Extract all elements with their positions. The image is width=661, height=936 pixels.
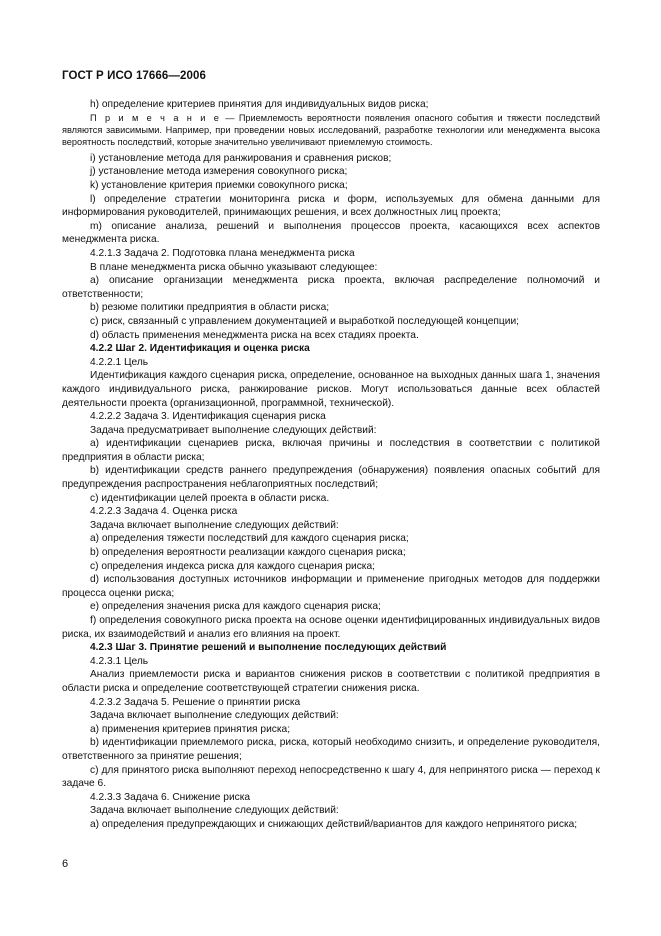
- page-number: 6: [62, 858, 69, 870]
- note-label: П р и м е ч а н и е: [90, 112, 221, 123]
- list-item: c) для принятого риска выполняют переход непосредственно к шагу 4, для непринятого риска — переход к задаче 6.: [62, 764, 600, 790]
- list-item: b) определения вероятности реализации каждого сценария риска;: [90, 547, 406, 559]
- subsection-heading: 4.2.3.3 Задача 6. Снижение риска: [90, 791, 251, 803]
- subsection-heading: 4.2.3.2 Задача 5. Решение о принятии риска: [90, 696, 301, 708]
- document-header: ГОСТ Р ИСО 17666—2006: [62, 70, 207, 82]
- document-body: [62, 98, 600, 832]
- subsection-heading: 4.2.2.2 Задача 3. Идентификация сценария риска: [90, 411, 326, 423]
- subsection-heading: 4.2.3.1 Цель: [90, 655, 149, 667]
- subsection-heading: 4.2.2.3 Задача 4. Оценка риска: [90, 506, 238, 518]
- list-item: j) установление метода измерения совокупного риска;: [90, 166, 348, 178]
- note: [62, 112, 600, 149]
- note-text: — Приемлемость вероятности появления опасного события и тяжести последствий являются зависимыми. Например, при проведении новых исследований, разработке технологии или менеджмента высока вероятность последствий, которые значительно увеличивают приемлемую стоимость.: [62, 112, 600, 148]
- list-item: a) идентификации сценариев риска, включая причины и последствия в соответствии с политикой предприятия в области риска;: [62, 438, 600, 463]
- list-item: b) резюме политики предприятия в области риска;: [90, 302, 330, 314]
- subsection-heading: 4.2.1.3 Задача 2. Подготовка плана менеджмента риска: [90, 247, 355, 259]
- list-item: a) определения тяжести последствий для каждого сценария риска;: [90, 533, 409, 545]
- list-item: l) определение стратегии мониторинга риска и форм, используемых для обмена данными для информирования руководителей, принимающих решения, и всех должностных лиц проекта;: [62, 193, 600, 219]
- list-item: a) определения предупреждающих и снижающих действий/вариантов для каждого непринятого риска;: [90, 818, 578, 830]
- paragraph: В плане менеджмента риска обычно указывают следующее:: [90, 261, 378, 273]
- list-item: d) область применения менеджмента риска на всех стадиях проекта.: [90, 329, 419, 341]
- paragraph: Задача включает выполнение следующих действий:: [90, 519, 339, 531]
- paragraph: Задача предусматривает выполнение следующих действий:: [90, 424, 377, 436]
- list-item: b) идентификации приемлемого риска, риска, который необходимо снизить, и определение руководителя, ответственного за принятие решения;: [62, 737, 600, 762]
- list-item: c) определения индекса риска для каждого сценария риска;: [90, 560, 375, 572]
- list-item: i) установление метода для ранжирования и сравнения рисков;: [90, 152, 392, 164]
- section-heading: 4.2.3 Шаг 3. Принятие решений и выполнение последующих действий: [90, 642, 447, 654]
- list-item: b) идентификации средств раннего предупреждения (обнаружения) появления опасных событий для предупреждения распространения неблагоприятных последствий;: [62, 465, 600, 491]
- paragraph: Идентификация каждого сценария риска, определение, основанное на выходных данных шага 1, значения каждого индивидуального риска, ранжирование рисков. Могут использоваться данные всех областей деятельности проекта (организационной, программной, технической).: [62, 370, 600, 409]
- list-item: m) описание анализа, решений и выполнения процессов проекта, касающихся всех аспектов менеджмента риска.: [62, 220, 600, 246]
- list-item: k) установление критерия приемки совокупного риска;: [90, 180, 348, 191]
- list-item: f) определения совокупного риска проекта на основе оценки идентифицированных индивидуальных видов риска, их взаимодействий и анализ его влияния на проект.: [62, 615, 600, 640]
- paragraph: Анализ приемлемости риска и вариантов снижения рисков в соответствии с политикой предприятия в области риска и определение соответствующей стратегии снижения риска.: [62, 669, 600, 694]
- list-item: e) определения значения риска для каждого сценария риска;: [90, 601, 381, 613]
- section-heading: 4.2.2 Шаг 2. Идентификация и оценка риска: [90, 343, 310, 355]
- list-item: c) риск, связанный с управлением документацией и выработкой последующей концепции;: [90, 315, 519, 327]
- list-item: a) описание организации менеджмента риска проекта, включая распределение полномочий и ответственности;: [62, 275, 600, 300]
- list-item: h) определение критериев принятия для индивидуальных видов риска;: [90, 99, 429, 110]
- subsection-heading: 4.2.2.1 Цель: [90, 356, 149, 368]
- list-item: c) идентификации целей проекта в области риска.: [90, 492, 330, 504]
- list-item: d) использования доступных источников информации и применение пригодных методов для поддержки процесса оценки риска;: [62, 574, 600, 599]
- list-item: a) применения критериев принятия риска;: [90, 723, 291, 735]
- paragraph: Задача включает выполнение следующих действий:: [90, 805, 339, 817]
- paragraph: Задача включает выполнение следующих действий:: [90, 710, 339, 722]
